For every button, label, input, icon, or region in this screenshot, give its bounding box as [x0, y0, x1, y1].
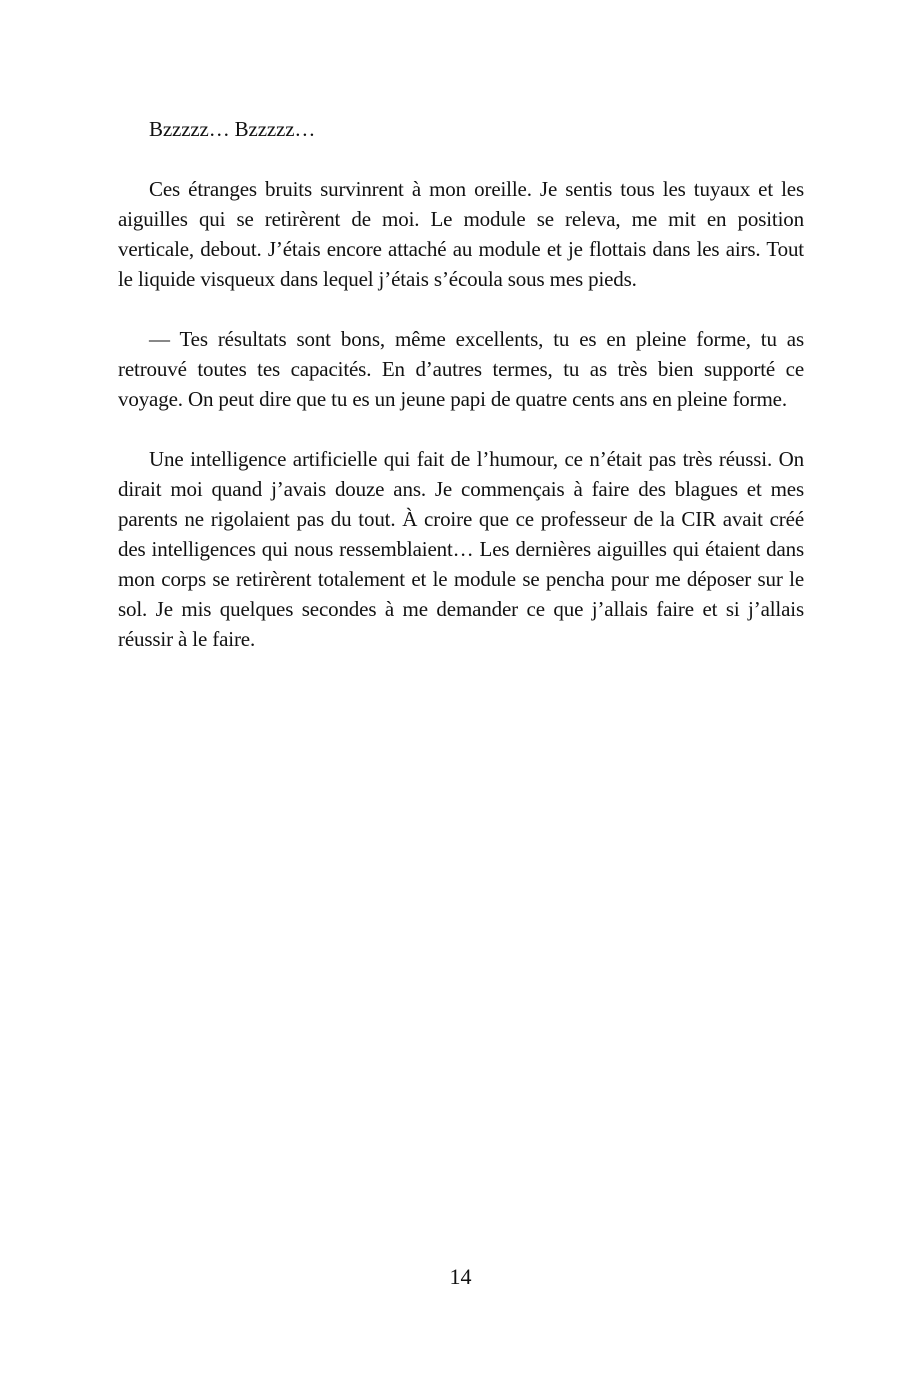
paragraph-humour: Une intelligence artificielle qui fait de l’humour, ce n’était pas très réussi. On dirait moi quand j’avais douze ans. Je commençais à faire des blagues et mes parents ne rigolaient pas du tout. À croire que ce professeur de la CIR avait créé des intelligences qui nous ressemblaient… Les dernières aiguilles qui étaient dans mon corps se retirèrent totalement et le module se pencha pour me déposer sur le sol. Je mis quelques secondes à me demander ce que j’allais faire et si j’allais réussir à le faire. [118, 447, 804, 651]
page-number: 14 [449, 1264, 472, 1289]
body-text [118, 114, 804, 684]
paragraph-sound: Bzzzzz… Bzzzzz… [149, 117, 316, 141]
paragraph-dialogue: — Tes résultats sont bons, même excellents, tu es en pleine forme, tu as retrouvé toutes tes capacités. En d’autres termes, tu as très bien supporté ce voyage. On peut dire que tu es un jeune papi de quatre cents ans en pleine forme. [118, 327, 804, 411]
paragraph-noises: Ces étranges bruits survinrent à mon oreille. Je sentis tous les tuyaux et les aiguilles qui se retirèrent de moi. Le module se releva, me mit en position verticale, debout. J’étais encore attaché au module et je flottais dans les airs. Tout le liquide visqueux dans lequel j’étais s’écoula sous mes pieds. [118, 177, 804, 291]
